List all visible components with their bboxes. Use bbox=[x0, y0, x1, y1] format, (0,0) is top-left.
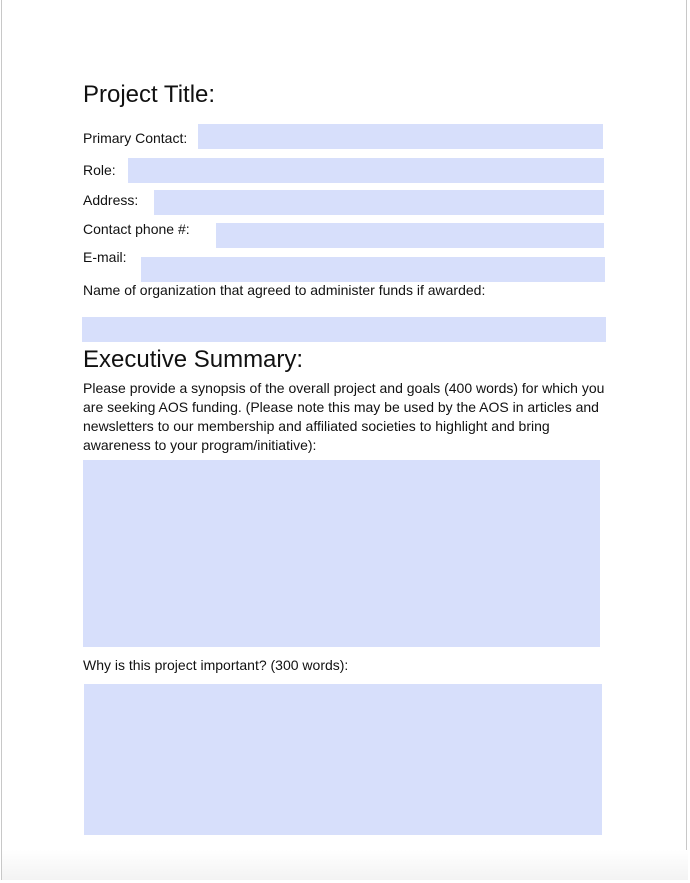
role-label: Role: bbox=[83, 162, 116, 178]
primary-contact-label: Primary Contact: bbox=[83, 130, 188, 146]
address-label: Address: bbox=[83, 192, 139, 208]
project-title-heading: Project Title: bbox=[83, 81, 216, 108]
email-field[interactable] bbox=[141, 257, 605, 282]
synopsis-textarea[interactable] bbox=[83, 460, 600, 647]
organization-label: Name of organization that agreed to administer funds if awarded: bbox=[83, 282, 486, 298]
email-label: E-mail: bbox=[83, 249, 127, 265]
importance-textarea[interactable] bbox=[84, 684, 602, 835]
organization-field[interactable] bbox=[82, 317, 606, 342]
page-bottom-edge bbox=[2, 850, 688, 880]
address-field[interactable] bbox=[154, 190, 604, 215]
role-field[interactable] bbox=[128, 158, 604, 183]
contact-phone-field[interactable] bbox=[216, 223, 604, 248]
primary-contact-field[interactable] bbox=[198, 124, 603, 149]
executive-summary-instructions: Please provide a synopsis of the overall project and goals (400 words) for which you are seeking AOS funding. (Please note this may be used by the AOS in articles and newsletters to our membership and affiliated societies to highlight and bring awareness to your program/initiative): bbox=[83, 380, 605, 453]
importance-label: Why is this project important? (300 words): bbox=[83, 657, 349, 673]
contact-phone-label: Contact phone #: bbox=[83, 221, 190, 237]
executive-summary-heading: Executive Summary: bbox=[83, 346, 304, 373]
